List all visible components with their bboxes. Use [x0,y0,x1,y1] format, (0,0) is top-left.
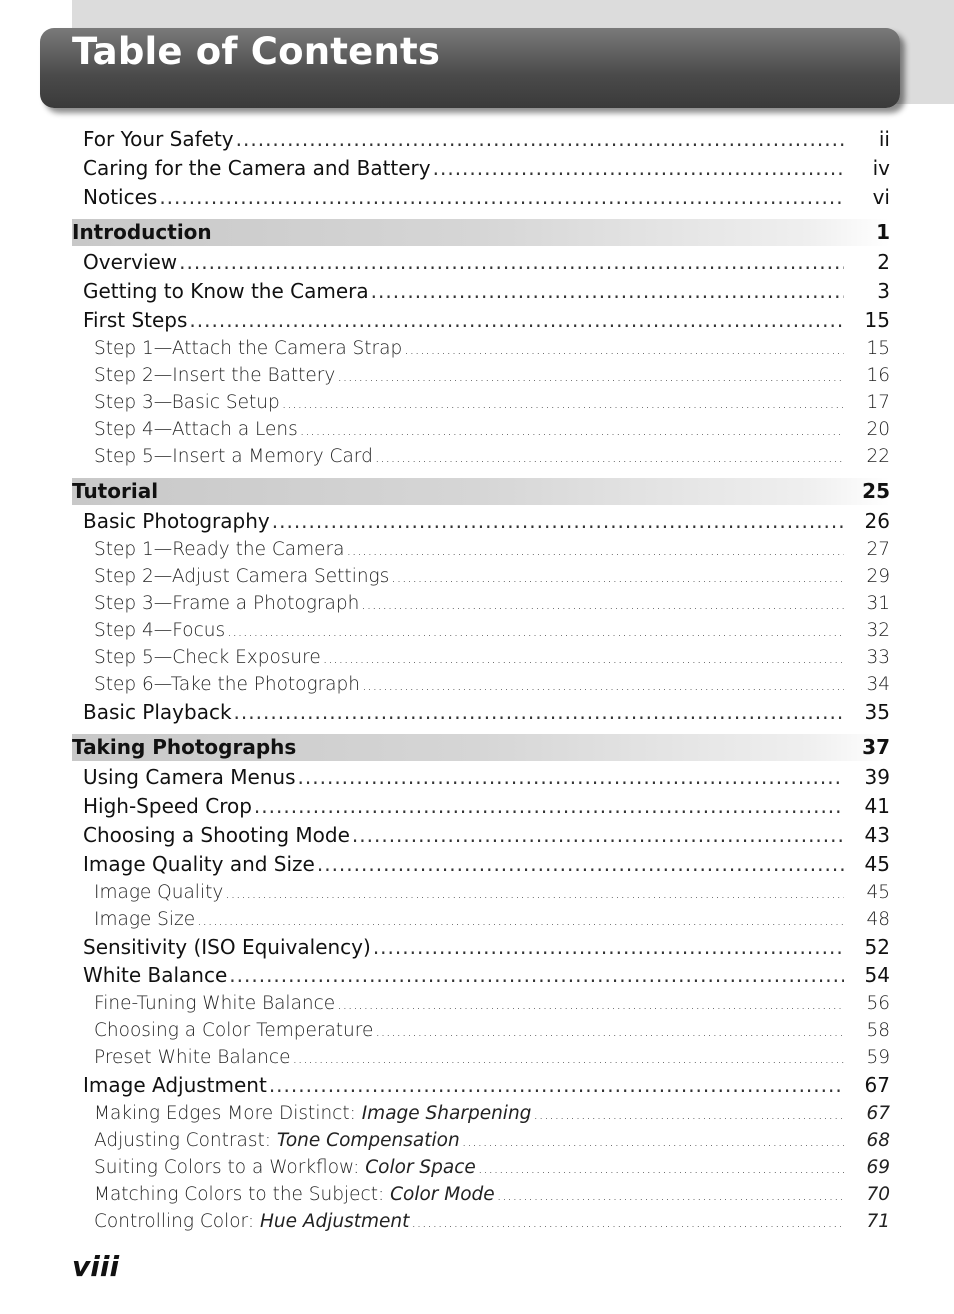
toc-entry-italic-text: Color Space [365,1156,476,1178]
dot-leader [462,1128,844,1154]
toc-entry-text: Step 2—Adjust Camera Settings [94,565,390,587]
toc-subentry[interactable] [72,416,890,443]
toc-entry-text: Using Camera Menus [83,765,296,790]
dot-leader [411,1209,844,1235]
toc-entry-label [94,990,335,1017]
toc-page-number: 1 [876,220,890,245]
toc-page-number: 52 [864,934,890,959]
toc-entry-text: Step 4—Attach a Lens [94,418,298,440]
toc-entry-label [83,961,227,990]
toc-subentry[interactable] [72,879,890,906]
toc-entry-text: Image Adjustment [83,1073,267,1098]
toc-subentry[interactable] [72,1181,890,1208]
toc-page-number: 3 [877,279,890,304]
toc-entry-label [83,277,369,306]
dot-leader [433,154,844,183]
toc-entry-label [83,850,315,879]
toc-entry-label [94,1100,531,1127]
toc-page-number: 26 [864,508,890,533]
toc-entry[interactable] [72,933,890,962]
toc-entry-text: Caring for the Camera and Battery [83,155,431,180]
toc-entry[interactable] [72,850,890,879]
toc-entry-text: Basic Playback [83,699,232,724]
toc-page-number: 15 [866,337,890,359]
toc-entry-label [94,563,389,590]
toc-entry-text: Matching Colors to the Subject: [94,1183,391,1205]
toc-entry-label [72,478,158,505]
toc-page-number: 48 [866,908,890,930]
toc-page-number: 2 [877,250,890,275]
toc-entry-label [83,698,232,727]
toc-entry-label [94,362,335,389]
toc-entry-label [83,125,234,154]
dot-leader [391,564,844,590]
toc-entry-label [94,443,373,470]
toc-page-number: vi [872,184,890,209]
dot-leader [272,507,844,536]
dot-leader [497,1182,844,1208]
toc-entry-text: Introduction [72,220,212,245]
toc-subentry[interactable] [72,536,890,563]
dot-leader [254,792,844,821]
toc-entry-label [83,933,371,962]
toc-entry[interactable] [72,154,890,183]
dot-leader [298,763,844,792]
toc-entry-label [72,734,296,761]
toc-page-number: 27 [866,538,890,560]
toc-entry-label [72,219,212,246]
toc-entry[interactable] [72,248,890,277]
toc-page-number: 20 [866,418,890,440]
toc-subentry[interactable] [72,1017,890,1044]
toc-entry-label [94,389,280,416]
toc-subentry[interactable] [72,906,890,933]
dot-leader [362,672,844,698]
dot-leader [189,306,844,335]
toc-page-number: 16 [866,364,890,386]
dot-leader [179,248,844,277]
toc-entry-text: Choosing a Color Temperature [94,1020,374,1042]
toc-entry[interactable] [72,698,890,727]
dot-leader [282,390,844,416]
dot-leader [300,417,844,443]
toc-page-number: 35 [864,699,890,724]
dot-leader [346,537,844,563]
toc-page-number: iv [872,155,890,180]
page-number: viii [72,1250,120,1283]
toc-entry-label [83,763,296,792]
toc-page-number: 54 [864,963,890,988]
toc-entry-text: Step 1—Ready the Camera [94,538,345,560]
toc-subentry[interactable] [72,1100,890,1127]
toc-entry-text: Tutorial [72,478,159,503]
toc-entry-text: Adjusting Contrast: [94,1129,277,1151]
toc-entry-text: Step 3—Basic Setup [94,391,280,413]
toc-entry-text: Taking Photographs [72,735,297,760]
dot-leader [292,1045,844,1071]
toc-section-heading[interactable] [72,478,890,505]
dot-leader [159,183,844,212]
toc-entry[interactable] [72,125,890,154]
toc-entry-text: Image Quality and Size [83,851,315,876]
toc-entry[interactable] [72,792,890,821]
toc-subentry[interactable] [72,563,890,590]
toc-page-number: 45 [866,881,890,903]
toc-page-number: 29 [866,565,890,587]
toc-entry-text: For Your Safety [83,127,234,151]
toc-entry-label [83,183,157,212]
toc-subentry[interactable] [72,590,890,617]
table-of-contents [72,125,890,1235]
toc-page-number: 71 [866,1210,890,1232]
dot-leader [361,591,844,617]
dot-leader [236,125,844,154]
toc-page-number: 41 [864,794,890,819]
toc-entry-text: Making Edges More Distinct: [94,1102,362,1124]
dot-leader [404,336,844,362]
toc-entry-label [94,1181,495,1208]
toc-page-number: 33 [866,646,890,668]
dot-leader [375,444,844,470]
toc-page-number: 59 [866,1047,890,1069]
toc-entry-label [94,906,195,933]
toc-subentry[interactable] [72,644,890,671]
toc-entry-text: Sensitivity (ISO Equivalency) [83,934,371,959]
dot-leader [352,821,844,850]
dot-leader [337,991,844,1017]
toc-subentry[interactable] [72,617,890,644]
dot-leader [227,618,844,644]
toc-page-number: 68 [866,1129,890,1151]
toc-subentry[interactable] [72,1044,890,1071]
toc-entry-text: Step 2—Insert the Battery [94,364,336,386]
toc-page-number: 34 [866,673,890,695]
toc-entry-italic-text: Tone Compensation [276,1129,460,1151]
toc-page-number: 58 [866,1020,890,1042]
toc-entry[interactable] [72,277,890,306]
toc-entry-text: Image Size [94,908,196,930]
toc-entry[interactable] [72,1071,890,1100]
toc-page-number: 69 [866,1156,890,1178]
toc-page-number: 67 [864,1073,890,1098]
toc-entry[interactable] [72,183,890,212]
toc-page-number: 25 [862,478,890,503]
toc-entry-italic-text: Hue Adjustment [259,1210,410,1232]
toc-entry-italic-text: Image Sharpening [361,1102,532,1124]
toc-entry-text: High-Speed Crop [83,794,252,819]
dot-leader [269,1071,844,1100]
toc-subentry[interactable] [72,671,890,698]
toc-page-number: 39 [864,765,890,790]
toc-entry-text: Step 5—Check Exposure [94,646,321,668]
toc-entry[interactable] [72,306,890,335]
dot-leader [323,645,844,671]
toc-entry-label [83,1071,267,1100]
toc-subentry[interactable] [72,335,890,362]
toc-page-number: 15 [864,307,890,332]
toc-page-number: 43 [864,822,890,847]
toc-entry-label [94,1127,460,1154]
toc-subentry[interactable] [72,1127,890,1154]
toc-page-number: 67 [866,1102,890,1124]
toc-entry-text: Step 3—Frame a Photograph [94,592,360,614]
dot-leader [371,277,844,306]
dot-leader [197,907,844,933]
toc-entry-text: Controlling Color: [94,1210,260,1232]
toc-entry-italic-text: Color Mode [390,1183,495,1205]
toc-entry-label [83,248,177,277]
toc-entry-text: Basic Photography [83,508,270,533]
dot-leader [375,1018,844,1044]
toc-entry-label [83,306,187,335]
dot-leader [234,698,844,727]
toc-entry-label [94,1208,409,1235]
toc-subentry[interactable] [72,990,890,1017]
toc-section-heading[interactable] [72,219,890,246]
toc-entry-label [94,536,344,563]
toc-page-number: 70 [866,1183,890,1205]
toc-entry-text: Image Quality [94,881,224,903]
toc-entry-label [83,821,350,850]
toc-entry-text: Preset White Balance [94,1047,291,1069]
toc-entry-text: Suiting Colors to a Workflow: [94,1156,366,1178]
toc-entry-label [94,590,359,617]
toc-entry-text: Getting to Know the Camera [83,279,369,304]
toc-subentry[interactable] [72,1208,890,1235]
toc-entry-text: White Balance [83,963,228,988]
page-title: Table of Contents [72,30,441,73]
toc-entry-label [94,1044,290,1071]
toc-entry-label [94,335,402,362]
toc-entry-label [94,617,225,644]
toc-entry-text: Step 6—Take the Photograph [94,673,360,695]
toc-entry-text: Step 5—Insert a Memory Card [94,445,373,467]
toc-entry-label [94,644,321,671]
dot-leader [229,961,844,990]
toc-entry-label [83,792,252,821]
toc-section-heading[interactable] [72,734,890,761]
dot-leader [533,1101,844,1127]
toc-entry-text: Choosing a Shooting Mode [83,822,350,847]
toc-page-number: 37 [862,735,890,760]
toc-page-number: ii [878,127,890,151]
dot-leader [337,363,844,389]
toc-entry-label [83,154,431,183]
toc-subentry[interactable] [72,389,890,416]
toc-page-number: 56 [866,993,890,1015]
toc-entry[interactable] [72,763,890,792]
toc-subentry[interactable] [72,1154,890,1181]
toc-entry-label [94,671,360,698]
toc-entry-label [94,1154,476,1181]
toc-entry[interactable] [72,821,890,850]
toc-entry-text: Notices [83,184,158,209]
toc-subentry[interactable] [72,362,890,389]
dot-leader [225,880,844,906]
toc-page-number: 17 [866,391,890,413]
toc-entry-label [94,416,298,443]
toc-entry-text: First Steps [83,307,188,332]
toc-entry-text: Step 1—Attach the Camera Strap [94,337,403,359]
toc-entry-text: Step 4—Focus [94,619,226,641]
toc-entry[interactable] [72,507,890,536]
toc-entry-text: Fine-Tuning White Balance [94,993,336,1015]
title-bar [40,28,900,108]
toc-entry-label [94,1017,373,1044]
toc-subentry[interactable] [72,443,890,470]
toc-page-number: 22 [866,445,890,467]
dot-leader [478,1155,844,1181]
toc-page-number: 45 [864,851,890,876]
toc-page-number: 31 [866,592,890,614]
dot-leader [373,933,844,962]
toc-entry-label [83,507,270,536]
toc-entry[interactable] [72,961,890,990]
toc-entry-label [94,879,223,906]
dot-leader [317,850,844,879]
toc-entry-text: Overview [83,250,178,275]
toc-page-number: 32 [866,619,890,641]
